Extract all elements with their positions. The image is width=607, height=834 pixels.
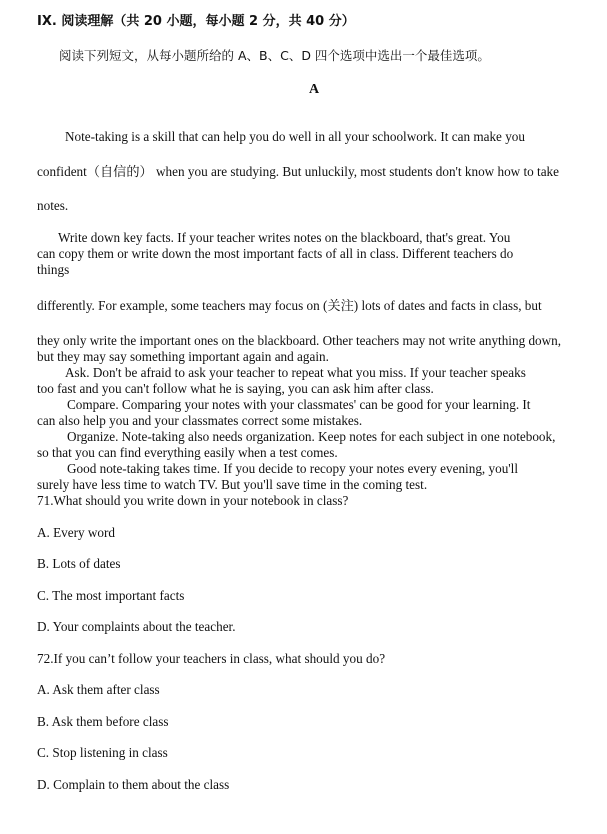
passage-line: differently. For example, some teachers may focus on (关注) lots of dates and facts in class, but <box>37 298 542 313</box>
passage-line: they only write the important ones on the blackboard. Other teachers may not write anything down, <box>37 333 562 348</box>
passage-line: Write down key facts. If your teacher writes notes on the blackboard, that's great. You <box>58 230 511 245</box>
passage-line: notes. <box>37 198 69 213</box>
question-option: B. Ask them before class <box>37 714 169 729</box>
passage-line: can copy them or write down the most important facts of all in class. Different teachers do <box>37 246 514 261</box>
passage-line: so that you can find everything easily when a test comes. <box>37 445 338 460</box>
question-stem: 72.If you can’t follow your teachers in class, what should you do? <box>37 651 386 666</box>
passage-line: Organize. Note-taking also needs organization. Keep notes for each subject in one notebook, <box>67 429 556 444</box>
passage-line: things <box>37 262 70 277</box>
passage-line: Compare. Comparing your notes with your classmates' can be good for your learning. It <box>67 397 531 412</box>
instruction: 阅读下列短文，从每小题所给的 A、B、C、D 四个选项中选出一个最佳选项。 <box>59 48 490 63</box>
question-option: A. Every word <box>37 525 116 540</box>
passage-label: A <box>308 82 320 97</box>
question-option: A. Ask them after class <box>37 682 160 697</box>
passage-line: surely have less time to watch TV. But you'll save time in the coming test. <box>37 477 428 492</box>
passage-line: Ask. Don't be afraid to ask your teacher to repeat what you miss. If your teacher speaks <box>65 365 526 380</box>
question-option: C. Stop listening in class <box>37 745 168 760</box>
question-option: B. Lots of dates <box>37 556 121 571</box>
passage-line: confident（自信的） when you are studying. But unluckily, most students don't know how to take <box>37 164 560 179</box>
question-stem: 71.What should you write down in your notebook in class? <box>37 493 349 508</box>
passage-line: Good note-taking takes time. If you decide to recopy your notes every evening, you'll <box>67 461 518 476</box>
question-option: C. The most important facts <box>37 588 185 603</box>
question-option: D. Complain to them about the class <box>37 777 230 792</box>
passage-line: Note-taking is a skill that can help you do well in all your schoolwork. It can make you <box>65 129 525 144</box>
passage-line: but they may say something important again and again. <box>37 349 329 364</box>
section-header: IX. 阅读理解（共 20 小题，每小题 2 分，共 40 分） <box>37 14 355 29</box>
passage-line: can also help you and your classmates correct some mistakes. <box>37 413 363 428</box>
question-option: D. Your complaints about the teacher. <box>37 619 236 634</box>
passage-line: too fast and you can't follow what he is saying, you can ask him after class. <box>37 381 434 396</box>
